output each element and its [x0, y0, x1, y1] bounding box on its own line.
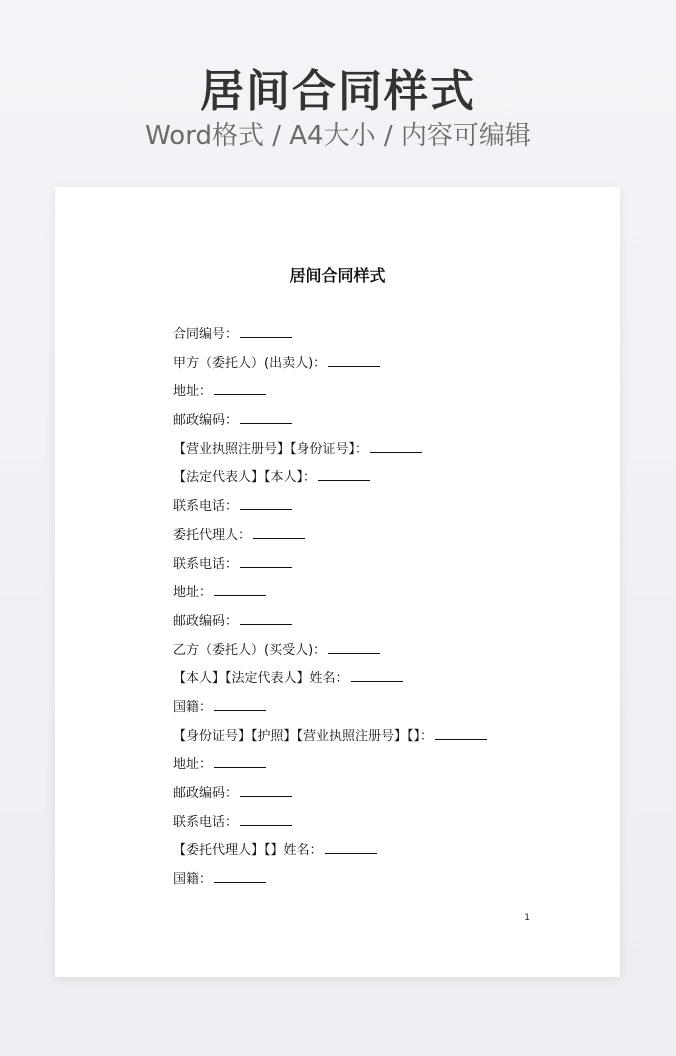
field-label: 【营业执照注册号】【身份证号】： [173, 441, 369, 457]
fill-blank[interactable] [214, 696, 266, 711]
field-label: 地址： [173, 757, 213, 773]
field-label: 【本人】【法定代表人】姓名： [173, 671, 349, 687]
field-party-b-agent-nationality [173, 868, 487, 897]
field-party-a [173, 352, 487, 381]
fill-blank[interactable] [240, 323, 292, 338]
contract-fields-list [173, 323, 487, 897]
document-page [55, 187, 620, 977]
field-party-b-postcode [173, 782, 487, 811]
fill-blank[interactable] [351, 667, 403, 682]
field-party-a-representative [173, 466, 487, 495]
fill-blank[interactable] [240, 495, 292, 510]
fill-blank[interactable] [240, 610, 292, 625]
fill-blank[interactable] [240, 409, 292, 424]
field-party-a-postcode [173, 409, 487, 438]
field-label: 国籍： [173, 699, 213, 715]
field-party-b-name [173, 667, 487, 696]
field-party-a-agent [173, 524, 487, 553]
field-label: 邮政编码： [173, 413, 239, 429]
page-number: 1 [524, 913, 530, 923]
field-party-a-agent-address [173, 581, 487, 610]
fill-blank[interactable] [318, 466, 370, 481]
fill-blank[interactable] [325, 839, 377, 854]
field-label: 地址： [173, 585, 213, 601]
field-party-a-address [173, 380, 487, 409]
fill-blank[interactable] [240, 782, 292, 797]
field-party-b-agent-name [173, 839, 487, 868]
fill-blank[interactable] [214, 753, 266, 768]
field-party-b-id [173, 725, 487, 754]
fill-blank[interactable] [240, 553, 292, 568]
fill-blank[interactable] [214, 380, 266, 395]
fill-blank[interactable] [328, 639, 380, 654]
field-label: 地址： [173, 384, 213, 400]
fill-blank[interactable] [370, 438, 422, 453]
field-party-a-agent-phone [173, 553, 487, 582]
field-label: 【委托代理人】【】姓名： [173, 843, 323, 859]
field-label: 联系电话： [173, 499, 239, 515]
field-label: 委托代理人： [173, 527, 252, 543]
document-title: 居间合同样式 [289, 266, 386, 285]
field-label: 【身份证号】【护照】【营业执照注册号】【】： [173, 728, 434, 744]
field-party-b-nationality [173, 696, 487, 725]
field-label: 联系电话： [173, 814, 239, 830]
page-subtitle: Word格式 / A4大小 / 内容可编辑 [145, 121, 531, 151]
fill-blank[interactable] [253, 524, 305, 539]
page-title: 居间合同样式 [200, 66, 476, 117]
field-label: 国籍： [173, 872, 213, 888]
field-party-b-address [173, 753, 487, 782]
field-label: 邮政编码： [173, 613, 239, 629]
field-party-a-license-id [173, 438, 487, 467]
field-party-a-phone [173, 495, 487, 524]
field-contract-number [173, 323, 487, 352]
fill-blank[interactable] [214, 868, 266, 883]
fill-blank[interactable] [435, 725, 487, 740]
fill-blank[interactable] [240, 811, 292, 826]
field-party-b-phone [173, 811, 487, 840]
field-label: 邮政编码： [173, 786, 239, 801]
field-party-b [173, 639, 487, 668]
field-label: 甲方（委托人）(出卖人)： [173, 355, 327, 371]
fill-blank[interactable] [328, 352, 380, 367]
field-label: 联系电话： [173, 556, 239, 572]
field-label: 【法定代表人】【本人】： [173, 470, 317, 486]
fill-blank[interactable] [214, 581, 266, 596]
field-label: 合同编号： [173, 327, 239, 342]
field-label: 乙方（委托人）(买受人)： [173, 642, 327, 658]
field-party-a-agent-postcode [173, 610, 487, 639]
